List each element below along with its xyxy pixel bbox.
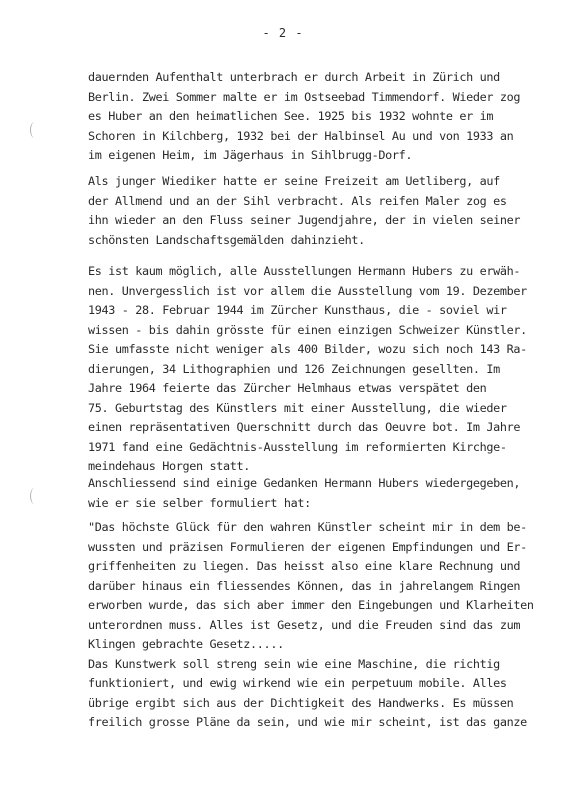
text-line: dierungen, 34 Lithographien und 126 Zeichnungen gesellten. Im — [88, 361, 500, 376]
text-line: Das Kunstwerk soll streng sein wie eine Maschine, die richtig — [88, 656, 500, 671]
punch-hole-mark — [30, 122, 39, 138]
page-number: - 2 - — [262, 26, 304, 40]
text-line: 75. Geburtstag des Künstlers mit einer Ausstellung, die wieder — [88, 400, 507, 415]
text-line: Jahre 1964 feierte das Zürcher Helmhaus etwas verspätet den — [88, 381, 487, 395]
text-line: griffenheiten zu liegen. Das heisst also eine klare Rechnung und — [88, 559, 521, 573]
text-line: Anschliessend sind einige Gedanken Hermann Hubers wiedergegeben, — [88, 476, 521, 490]
text-line: wie er sie selber formuliert hat: — [88, 495, 311, 510]
paragraph-aufenthalt — [88, 68, 548, 166]
text-line: 1943 - 28. Februar 1944 im Zürcher Kunsthaus, die - soviel wir — [88, 303, 507, 317]
text-line: unterordnen muss. Alles ist Gesetz, und die Freuden sind das zum — [88, 617, 521, 632]
text-line: einen repräsentativen Querschnitt durch das Oeuvre bot. Im Jahre — [88, 420, 521, 434]
text-line: Sie umfasste nicht weniger als 400 Bilder, wozu sich noch 143 Ra- — [88, 342, 527, 356]
paragraph-quotation — [88, 518, 548, 733]
text-line: freilich grosse Pläne da sein, und wie mir scheint, ist das ganze — [88, 715, 527, 729]
text-line: wussten und präzisen Formulieren der eigenen Empfindungen und Er- — [88, 539, 527, 554]
text-line: erworben wurde, das sich aber immer den Eingebungen und Klarheiten — [88, 598, 534, 612]
text-line: funktioniert, und ewig wirkend wie ein perpetuum mobile. Alles — [88, 676, 507, 690]
text-line: übrige ergibt sich aus der Dichtigkeit des Handwerks. Es müssen — [88, 695, 514, 710]
text-line: Als junger Wiediker hatte er seine Freizeit am Uetliberg, auf — [88, 174, 500, 188]
text-line: Klingen gebrachte Gesetz..... — [88, 637, 284, 651]
paragraph-wiediker — [88, 172, 548, 250]
text-line: Es ist kaum möglich, alle Ausstellungen Hermann Hubers zu erwäh- — [88, 264, 521, 278]
text-line: dauernden Aufenthalt unterbrach er durch Arbeit in Zürich und — [88, 70, 500, 84]
text-line: "Das höchste Glück für den wahren Künstler scheint mir in dem be- — [88, 520, 527, 534]
text-line: 1971 fand eine Gedächtnis-Ausstellung im reformierten Kirchge- — [88, 439, 507, 454]
text-line: darüber hinaus ein fliessendes Können, das in jahrelangem Ringen — [88, 578, 521, 593]
text-line: nen. Unvergesslich ist vor allem die Ausstellung vom 19. Dezember — [88, 283, 527, 298]
text-line: Berlin. Zwei Sommer malte er im Ostseebad Timmendorf. Wieder zog — [88, 89, 521, 104]
punch-hole-mark — [30, 488, 39, 504]
paragraph-ausstellungen — [88, 262, 548, 477]
text-line: im eigenen Heim, im Jägerhaus in Sihlbrugg-Dorf. — [88, 148, 413, 162]
text-line: es Huber an den heimatlichen See. 1925 bis 1932 wohnte er im — [88, 109, 494, 123]
paragraph-anschliessend — [88, 474, 548, 513]
text-line: Schoren in Kilchberg, 1932 bei der Halbinsel Au und von 1933 an — [88, 128, 514, 143]
text-line: ihn wieder an den Fluss seiner Jugendjahre, der in vielen seiner — [88, 213, 521, 227]
text-line: der Allmend und an der Sihl verbracht. Als reifen Maler zog es — [88, 193, 507, 208]
text-line: schönsten Landschaftsgemälden dahinzieht. — [88, 232, 365, 247]
text-line: meindehaus Horgen statt. — [88, 459, 251, 473]
text-line: wissen - bis dahin grösste für einen einzigen Schweizer Künstler. — [88, 322, 527, 337]
